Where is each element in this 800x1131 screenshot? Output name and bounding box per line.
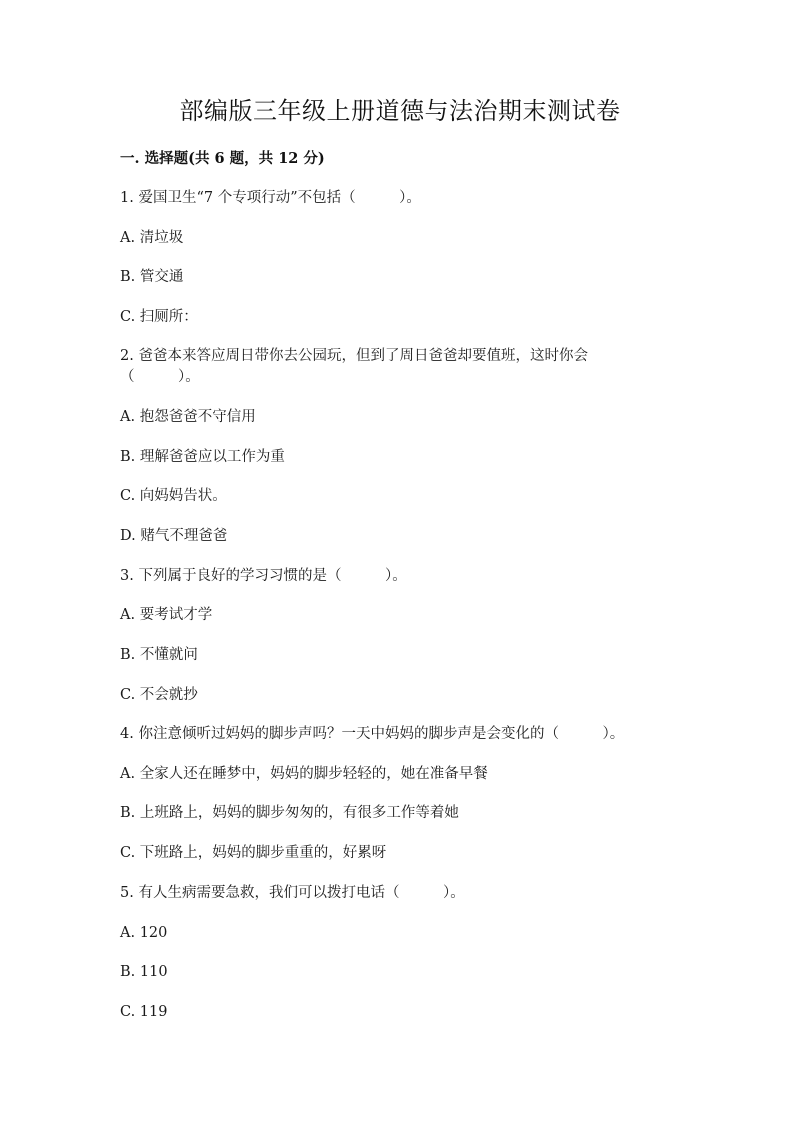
question-4-option-c: C. 下班路上，妈妈的脚步重重的，好累呀 bbox=[120, 845, 387, 861]
question-5-stem: 5. 有人生病需要急救，我们可以拨打电话（ ）。 bbox=[120, 885, 465, 901]
question-3-stem: 3. 下列属于良好的学习习惯的是（ ）。 bbox=[120, 568, 407, 584]
section-heading: 一. 选择题(共 6 题，共 12 分) bbox=[120, 150, 325, 167]
question-4-stem: 4. 你注意倾听过妈妈的脚步声吗？一天中妈妈的脚步声是会变化的（ ）。 bbox=[120, 726, 625, 742]
question-5-option-b: B. 110 bbox=[120, 964, 168, 980]
question-2-stem-line-1: 2. 爸爸本来答应周日带你去公园玩，但到了周日爸爸却要值班，这时你会 bbox=[120, 348, 588, 364]
question-5-option-a: A. 120 bbox=[120, 925, 168, 941]
question-3-option-a: A. 要考试才学 bbox=[120, 607, 213, 623]
question-5-option-c: C. 119 bbox=[120, 1004, 168, 1020]
page-title: 部编版三年级上册道德与法治期末测试卷 bbox=[179, 97, 621, 125]
question-2-option-c: C. 向妈妈告状。 bbox=[120, 488, 227, 504]
question-1-stem: 1. 爱国卫生“7 个专项行动”不包括（ ）。 bbox=[120, 190, 421, 206]
question-2-option-b: B. 理解爸爸应以工作为重 bbox=[120, 449, 285, 465]
question-3-option-c: C. 不会就抄 bbox=[120, 687, 198, 703]
question-4-option-a: A. 全家人还在睡梦中，妈妈的脚步轻轻的，她在准备早餐 bbox=[120, 766, 488, 782]
question-3-option-b: B. 不懂就问 bbox=[120, 647, 198, 663]
question-2-option-a: A. 抱怨爸爸不守信用 bbox=[120, 409, 256, 425]
question-1-option-a: A. 清垃圾 bbox=[120, 230, 184, 246]
question-2-stem-line-2: （ ）。 bbox=[120, 369, 200, 385]
question-4-option-b: B. 上班路上，妈妈的脚步匆匆的，有很多工作等着她 bbox=[120, 805, 459, 821]
question-2-option-d: D. 赌气不理爸爸 bbox=[120, 528, 228, 544]
question-1-option-c: C. 扫厕所： bbox=[120, 309, 198, 325]
question-1-option-b: B. 管交通 bbox=[120, 269, 184, 285]
